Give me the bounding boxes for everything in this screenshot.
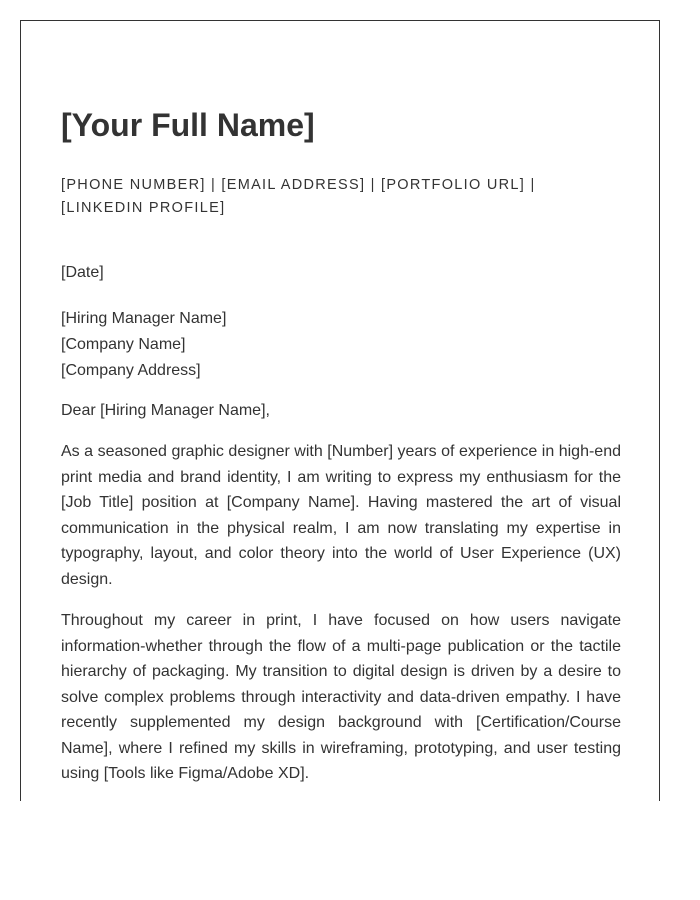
recipient-company: [Company Name]: [61, 336, 186, 353]
recipient-manager: [Hiring Manager Name]: [61, 310, 227, 327]
salutation: Dear [Hiring Manager Name],: [61, 402, 270, 419]
body-paragraph-1: As a seasoned graphic designer with [Number] years of experience in high-end print media and brand identity, I am writing to express my enthusiasm for the [Job Title] position at [Company Name]. Having mastered the art of visual communication in the physical realm, I am now translating my expertise in typography, layout, and color theory into the world of User Experience (UX) design.: [61, 443, 621, 588]
letter-page: [20, 20, 660, 801]
recipient-block: [61, 306, 226, 384]
recipient-address: [Company Address]: [61, 362, 201, 379]
contact-line: [PHONE NUMBER] | [EMAIL ADDRESS] | [PORTFOLIO URL] | [LINKEDIN PROFILE]: [61, 177, 536, 216]
applicant-name: [Your Full Name]: [61, 107, 315, 143]
letter-date: [Date]: [61, 264, 104, 281]
body-paragraph-2: Throughout my career in print, I have focused on how users navigate information-whether through the flow of a multi-page publication or the tactile hierarchy of packaging. My transition to digital design is driven by a desire to solve complex problems through interactivity and data-driven empathy. I have recently supplemented my design background with [Certification/Course Name], where I refined my skills in wireframing, prototyping, and user testing using [Tools like Figma/Adobe XD].: [61, 612, 621, 782]
